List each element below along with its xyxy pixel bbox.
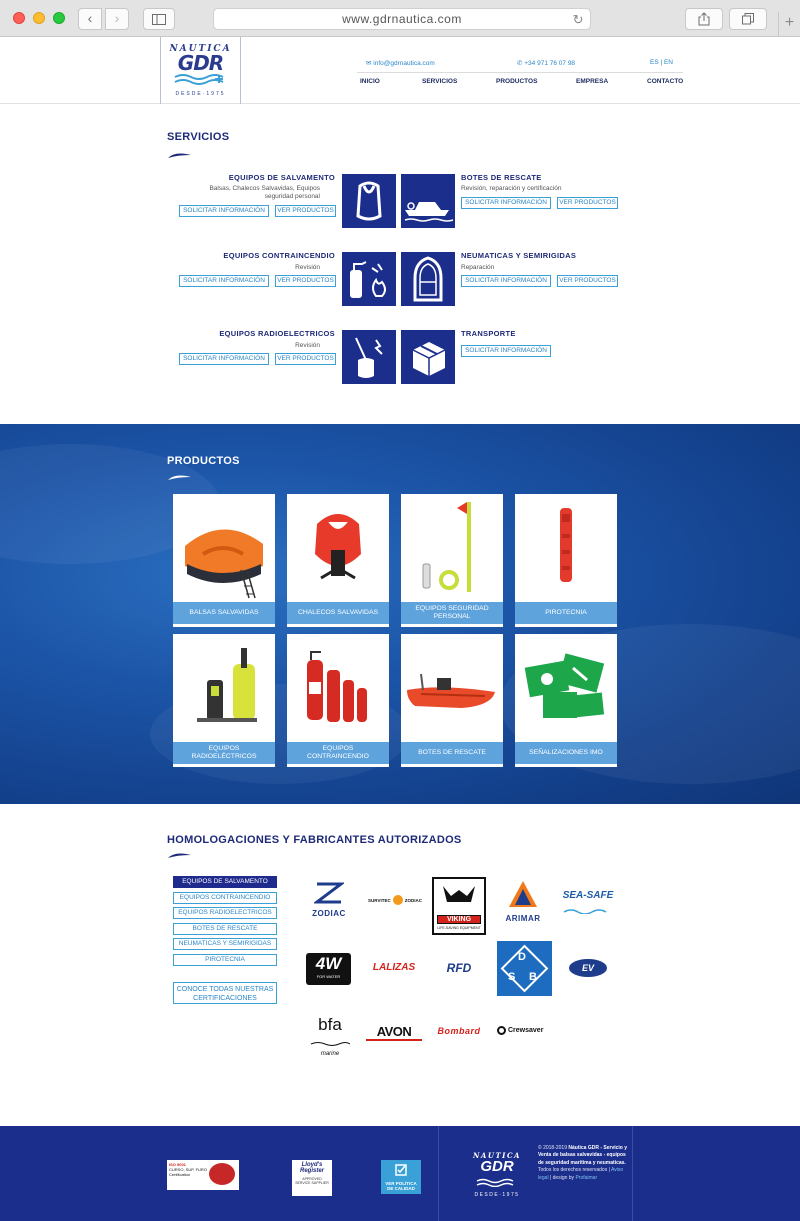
product-image [401,494,503,601]
checkbox-icon [395,1164,407,1176]
service-name: EQUIPOS CONTRAINCENDIO [223,251,335,260]
brand-name: ARIMAR [505,914,541,923]
brand-survitec[interactable] [365,893,425,907]
product-image [515,494,617,601]
politica-calidad-button[interactable] [381,1160,421,1194]
share-icon [698,12,710,26]
brand-bfa[interactable] [308,1017,352,1057]
product-card-seguridad[interactable] [401,494,503,627]
personal-safety-icon [401,494,503,601]
nav-inicio[interactable]: INICIO [360,78,380,85]
nav-contacto[interactable]: CONTACTO [647,78,684,85]
crewsaver-emblem-icon [497,1026,506,1035]
ver-productos-button[interactable]: VER PRODUCTOS [557,275,618,287]
service-desc: Revisión [295,264,320,271]
product-card-botes[interactable] [401,634,503,767]
ver-productos-button[interactable]: VER PRODUCTOS [275,205,336,217]
flare-icon [515,494,617,601]
swoosh-decoration [167,852,192,860]
product-label: SEÑALIZACIONES IMO [515,742,617,764]
nav-productos[interactable]: PRODUCTOS [496,78,538,85]
service-tile-botes[interactable] [401,174,455,228]
solicitar-informacion-button[interactable]: SOLICITAR INFORMACIÓN [179,353,269,365]
service-tile-radioelectricos[interactable] [342,330,396,384]
tabs-button[interactable] [729,8,767,30]
imo-signs-icon [515,634,617,741]
lloyds-register-badge[interactable] [292,1160,332,1196]
servicios-title: SERVICIOS [167,131,230,143]
wave-icon [310,1041,350,1046]
sidebar-button[interactable] [143,8,175,30]
rescue-boat-product-icon [401,634,503,741]
share-button[interactable] [685,8,723,30]
brand-avon[interactable]: AVON [366,1024,422,1041]
badge-text: Register [299,1168,324,1174]
tabs-icon [742,13,754,25]
brand-sub: marine [320,1051,340,1057]
logo-text-main: GDR [480,1158,514,1175]
header-email[interactable] [366,59,435,67]
badge-text: ISO 9001 [169,1162,186,1167]
zodiac-logo-icon [314,882,344,904]
radio-beacon-icon [342,330,396,384]
badge-text: Lloyd's [301,1162,323,1168]
brand-crewsaver[interactable] [497,1026,553,1035]
all-certifications-button[interactable]: CONOCE TODAS NUESTRAS CERTIFICACIONES [173,982,277,1004]
footer-logo[interactable] [470,1151,524,1198]
brand-name: Crewsaver [508,1027,544,1034]
wave-icon [563,908,613,914]
back-button[interactable] [78,8,102,30]
nav-empresa[interactable]: EMPRESA [576,78,609,85]
brand-sub: ZODIAC [404,897,422,903]
lifejacket-product-icon [287,494,389,601]
cert-filter-salvamento[interactable]: EQUIPOS DE SALVAMENTO [173,876,277,888]
badge-text: CURSO, SUP. FURO [169,1167,207,1172]
product-image [173,634,275,741]
brand-name: bfa [318,1015,342,1034]
service-desc-line: Balsas, Chalecos Salvavidas, Equipos [209,185,320,192]
service-tile-neumaticas[interactable] [401,252,455,306]
copyright-bold: Náutica GDR - Servicio y Venta de balsas salvavidas - equipos de seguridad marítima y neumaticas. [538,1145,628,1166]
brand-dsb[interactable] [497,941,552,996]
dsb-letter: S [508,971,516,983]
service-tile-salvamento[interactable] [342,174,396,228]
product-card-pirotecnia[interactable] [515,494,617,627]
iso-certificate-badge[interactable] [167,1160,239,1190]
brand-name: SEA-SAFE [562,890,614,901]
aviso-legal-link[interactable]: Aviso legal [538,1167,624,1181]
product-label: BALSAS SALVAVIDAS [173,602,275,624]
solicitar-informacion-button[interactable]: SOLICITAR INFORMACIÓN [461,197,551,209]
solicitar-informacion-button[interactable]: SOLICITAR INFORMACIÓN [461,275,551,287]
sidebar-icon [152,14,166,25]
solicitar-informacion-button[interactable]: SOLICITAR INFORMACIÓN [179,275,269,287]
footer-divider [632,1126,633,1221]
service-desc: Reparación [461,264,495,271]
cert-filter-radioelectricos[interactable]: EQUIPOS RADIOELECTRICOS [173,907,277,919]
homologaciones-title: HOMOLOGACIONES Y FABRICANTES AUTORIZADOS [167,834,462,846]
logo-text-top: NAUTICA [169,44,232,54]
header-phone[interactable] [517,59,575,67]
package-icon [401,330,455,384]
envelope-icon: ✉ [366,60,372,67]
nav-servicios[interactable]: SERVICIOS [422,78,458,85]
service-desc: Revisión [295,342,320,349]
product-label: EQUIPOS SEGURIDAD PERSONAL [401,602,503,624]
logo-text-main: GDR [177,51,224,75]
email-text: info@gdrnautica.com [373,60,435,67]
solicitar-informacion-button[interactable]: SOLICITAR INFORMACIÓN [461,345,551,357]
product-card-contraincendio[interactable] [287,634,389,767]
service-name: NEUMATICAS Y SEMIRIGIDAS [461,251,577,260]
product-image [515,634,617,741]
badge-text: SERVICE SUPPLIER [295,1181,329,1185]
fire-extinguisher-icon [342,252,396,306]
url-text: www.gdrnautica.com [342,12,462,26]
survitec-emblem-icon [393,895,403,905]
phone-icon: ✆ [517,60,523,67]
product-image [173,494,275,601]
cert-filter-neumaticas[interactable]: NEUMATICAS Y SEMIRIGIDAS [173,938,277,950]
logo-waves-icon [475,1178,519,1187]
copyright-text: © 2018-2019 [538,1145,569,1151]
phone-text: +34 971 76 07 98 [524,60,576,67]
service-tile-contraincendio[interactable] [342,252,396,306]
brand-sub: LIFE-SAVING EQUIPMENT [437,926,481,930]
extinguishers-icon [287,634,389,741]
brand-name: ZODIAC [312,909,346,918]
ver-productos-button[interactable]: VER PRODUCTOS [275,353,336,365]
product-card-balsas[interactable] [173,494,275,627]
service-tile-transporte[interactable] [401,330,455,384]
service-desc [170,185,320,201]
product-label: EQUIPOS RADIOELÉCTRICOS [173,742,275,764]
logo-waves-icon [173,73,229,85]
browser-toolbar [0,0,800,37]
service-name: EQUIPOS RADIOELECTRICOS [219,329,335,338]
cert-filter-contraincendio[interactable]: EQUIPOS CONTRAINCENDIO [173,892,277,904]
forward-button[interactable] [105,8,129,30]
liferaft-icon [173,494,275,601]
product-image [287,494,389,601]
productos-section [0,424,800,804]
brand-rfd[interactable]: RFD [446,961,472,975]
brand-lalizas[interactable]: LALIZAS [372,962,416,973]
product-card-chalecos[interactable] [287,494,389,627]
arimar-logo-icon [507,879,539,909]
brand-name: VIKING [437,915,481,924]
lifejacket-icon [342,174,396,228]
badge-text: VER POLÍTICA DE CALIDAD [385,1181,417,1191]
viking-helmet-icon [439,882,479,910]
brand-seasafe[interactable] [560,890,616,919]
new-tab-button[interactable]: + [778,12,800,37]
product-card-radioelectricos[interactable] [173,634,275,767]
product-label: EQUIPOS CONTRAINCENDIO [287,742,389,764]
footer-copyright [538,1145,630,1182]
brand-sub: FOR WATER [316,974,341,979]
brand-name: 4W [315,954,342,973]
product-image [401,634,503,741]
maximize-window-button[interactable] [53,12,65,24]
brand-zodiac[interactable] [305,882,353,918]
site-logo[interactable] [160,37,241,104]
badge-text: Certification [169,1172,191,1177]
brand-bombard[interactable]: Bombard [437,1026,481,1036]
copyright-text: | design by [548,1174,576,1181]
dsb-letter: D [518,951,526,963]
designer-link[interactable]: Profaimar [575,1174,598,1181]
ver-productos-button[interactable]: VER PRODUCTOS [275,275,336,287]
product-card-senalizaciones[interactable] [515,634,617,767]
brand-viking[interactable] [432,877,486,935]
chevron-left-icon: ‹ [87,10,93,26]
address-bar[interactable] [213,8,591,30]
rescue-boat-icon [401,174,455,228]
site-footer [0,1126,800,1221]
language-switcher[interactable]: ES | EN [650,59,674,66]
brand-arimar[interactable] [496,879,550,923]
copyright-text: Todos los derechos reservados | [538,1167,612,1174]
reload-icon[interactable]: ↻ [572,12,584,27]
chevron-right-icon: › [114,10,120,26]
cert-filter-botes[interactable]: BOTES DE RESCATE [173,923,277,935]
service-desc: Revisión, reparación y certificación [461,185,562,192]
service-desc-line: seguridad personal [264,193,320,200]
service-name: BOTES DE RESCATE [461,173,542,182]
dsb-letter: B [529,971,537,983]
solicitar-informacion-button[interactable]: SOLICITAR INFORMACIÓN [179,205,269,217]
logo-text-bottom: DESDE·1975 [474,1192,520,1198]
brand-4w[interactable] [306,953,351,985]
epirb-icon [173,634,275,741]
service-name: EQUIPOS DE SALVAMENTO [228,173,335,182]
ver-productos-button[interactable]: VER PRODUCTOS [557,197,618,209]
product-label: CHALECOS SALVAVIDAS [287,602,389,624]
swoosh-decoration [167,152,192,160]
site-header [0,37,800,104]
cert-filter-pirotecnia[interactable]: PIROTECNIA [173,954,277,966]
logo-text-bottom: DESDE·1975 [175,91,226,97]
badge-text: APPROVED [302,1177,322,1181]
minimize-window-button[interactable] [33,12,45,24]
brand-name: SURVITEC [368,897,391,903]
nav-divider [357,72,683,73]
brand-ev[interactable]: EV [569,959,607,977]
product-label: BOTES DE RESCATE [401,742,503,764]
bureau-veritas-seal-icon [209,1163,235,1185]
service-name: TRANSPORTE [461,329,516,338]
product-image [287,634,389,741]
close-window-button[interactable] [13,12,25,24]
swoosh-decoration [167,474,192,482]
footer-divider [438,1126,439,1221]
productos-title: PRODUCTOS [167,455,240,467]
logo-text-top: NAUTICA [473,1151,521,1160]
inflatable-boat-icon [401,252,455,306]
product-label: PIROTECNIA [515,602,617,624]
